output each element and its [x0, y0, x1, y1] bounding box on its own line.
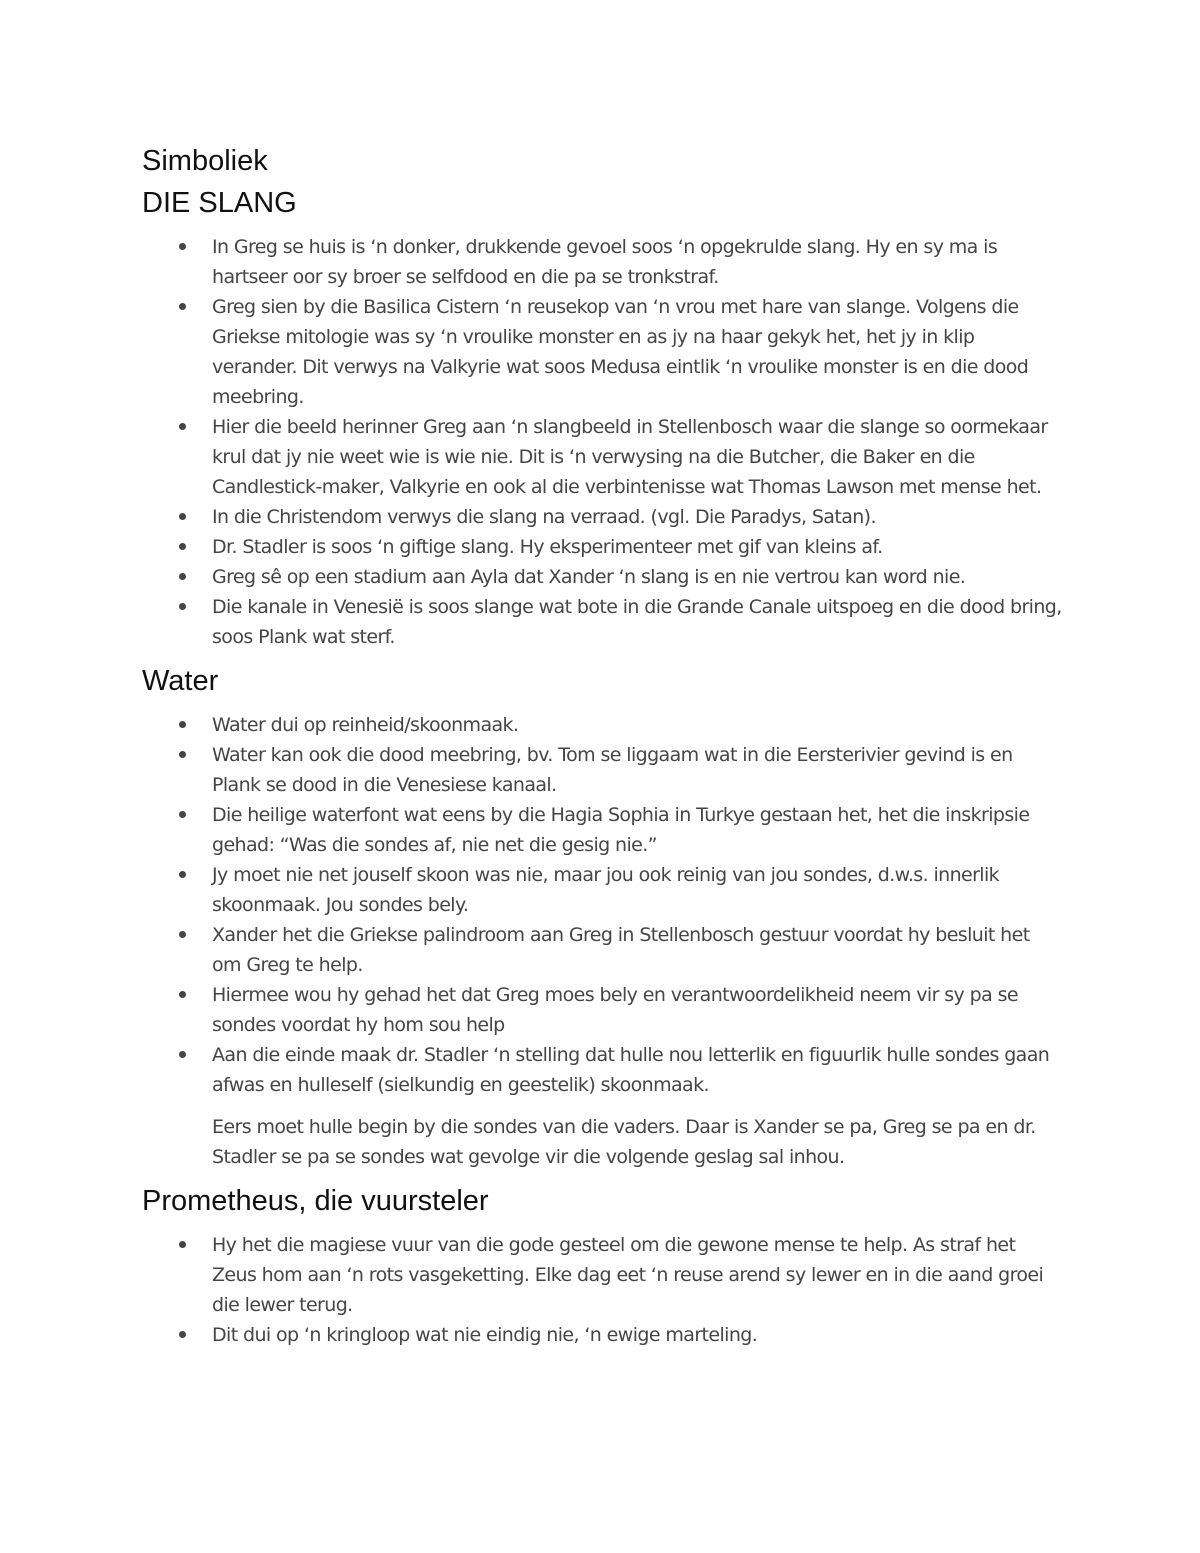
list-item-text: Water dui op reinheid/skoonmaak. — [212, 714, 519, 736]
bullet-icon — [179, 603, 186, 610]
list-item-text: Die heilige waterfont wat eens by die Hagia Sophia in Turkye gestaan het, het die inskripsie gehad: “Was die sondes af, nie net die gesig nie.” — [212, 804, 1030, 856]
bullet-list-die-slang — [142, 232, 1062, 652]
bullet-icon — [179, 243, 186, 250]
water-paragraph: Eers moet hulle begin by die sondes van die vaders. Daar is Xander se pa, Greg se pa en dr. Stadler se pa se sondes wat gevolge vir die volgende geslag sal inhou. — [212, 1116, 1036, 1168]
list-item-text: Die kanale in Venesië is soos slange wat bote in die Grande Canale uitspoeg en die dood bring, soos Plank wat sterf. — [212, 596, 1062, 648]
bullet-icon — [179, 543, 186, 550]
list-item-text: In Greg se huis is ‘n donker, drukkende gevoel soos ‘n opgekrulde slang. Hy en sy ma is hartseer oor sy broer se selfdood en die pa se tronkstraf. — [212, 236, 998, 288]
section-heading-water: Water — [142, 665, 219, 697]
list-item-text: Dr. Stadler is soos ‘n giftige slang. Hy eksperimenteer met gif van kleins af. — [212, 536, 883, 558]
bullet-icon — [179, 871, 186, 878]
bullet-icon — [179, 1051, 186, 1058]
list-item — [142, 562, 1062, 592]
list-item — [142, 232, 1062, 292]
list-item-text: In die Christendom verwys die slang na verraad. (vgl. Die Paradys, Satan). — [212, 506, 876, 528]
list-item — [142, 592, 1062, 652]
list-item — [142, 710, 1062, 740]
bullet-list-water — [142, 710, 1062, 1100]
list-item — [142, 800, 1062, 860]
bullet-icon — [179, 513, 186, 520]
bullet-icon — [179, 751, 186, 758]
bullet-icon — [179, 1241, 186, 1248]
list-item — [142, 502, 1062, 532]
list-item-text: Jy moet nie net jouself skoon was nie, maar jou ook reinig van jou sondes, d.w.s. innerlik skoonmaak. Jou sondes bely. — [212, 864, 1000, 916]
list-item — [142, 860, 1062, 920]
bullet-icon — [179, 721, 186, 728]
list-item — [142, 412, 1062, 502]
list-item-text: Greg sê op een stadium aan Ayla dat Xander ‘n slang is en nie vertrou kan word nie. — [212, 566, 966, 588]
list-item — [142, 532, 1062, 562]
list-item — [142, 292, 1062, 412]
list-item — [142, 740, 1062, 800]
list-item-text: Water kan ook die dood meebring, bv. Tom se liggaam wat in die Eersterivier gevind is en Plank se dood in die Venesiese kanaal. — [212, 744, 1013, 796]
list-item — [142, 1230, 1062, 1320]
list-item — [142, 1040, 1062, 1100]
bullet-icon — [179, 303, 186, 310]
list-item-text: Xander het die Griekse palindroom aan Greg in Stellenbosch gestuur voordat hy besluit het om Greg te help. — [212, 924, 1030, 976]
list-item — [142, 980, 1062, 1040]
bullet-icon — [179, 1331, 186, 1338]
bullet-icon — [179, 573, 186, 580]
list-item — [142, 1320, 1062, 1350]
list-item-text: Dit dui op ‘n kringloop wat nie eindig nie, ‘n ewige marteling. — [212, 1324, 758, 1346]
list-item-text: Hier die beeld herinner Greg aan ‘n slangbeeld in Stellenbosch waar die slange so oormekaar krul dat jy nie weet wie is wie nie. Dit is ‘n verwysing na die Butcher, die Baker en die Candlestick-maker, Valkyrie en ook al die verbintenisse wat Thomas Lawson met mense het. — [212, 416, 1048, 498]
section-heading-die-slang: DIE SLANG — [142, 187, 297, 219]
list-item — [142, 920, 1062, 980]
list-item-text: Hy het die magiese vuur van die gode gesteel om die gewone mense te help. As straf het Zeus hom aan ‘n rots vasgeketting. Elke dag eet ‘n reuse arend sy lewer en in die aand groei die lewer terug. — [212, 1234, 1044, 1316]
list-item-text: Greg sien by die Basilica Cistern ‘n reusekop van ‘n vrou met hare van slange. Volgens die Griekse mitologie was sy ‘n vroulike monster en as jy na haar gekyk het, het jy in klip verander. Dit verwys na Valkyrie wat soos Medusa eintlik ‘n vroulike monster is en die dood meebring. — [212, 296, 1029, 408]
bullet-icon — [179, 423, 186, 430]
list-item-text: Hiermee wou hy gehad het dat Greg moes bely en verantwoordelikheid neem vir sy pa se sondes voordat hy hom sou help — [212, 984, 1018, 1036]
bullet-icon — [179, 931, 186, 938]
bullet-icon — [179, 991, 186, 998]
bullet-list-prometheus — [142, 1230, 1062, 1350]
document-title: Simboliek — [142, 145, 268, 177]
document-page — [142, 140, 1062, 1350]
list-item-text: Aan die einde maak dr. Stadler ‘n stelling dat hulle nou letterlik en figuurlik hulle sondes gaan afwas en hulleself (sielkundig en geestelik) skoonmaak. — [212, 1044, 1050, 1096]
bullet-icon — [179, 811, 186, 818]
section-heading-prometheus: Prometheus, die vuursteler — [142, 1185, 489, 1217]
